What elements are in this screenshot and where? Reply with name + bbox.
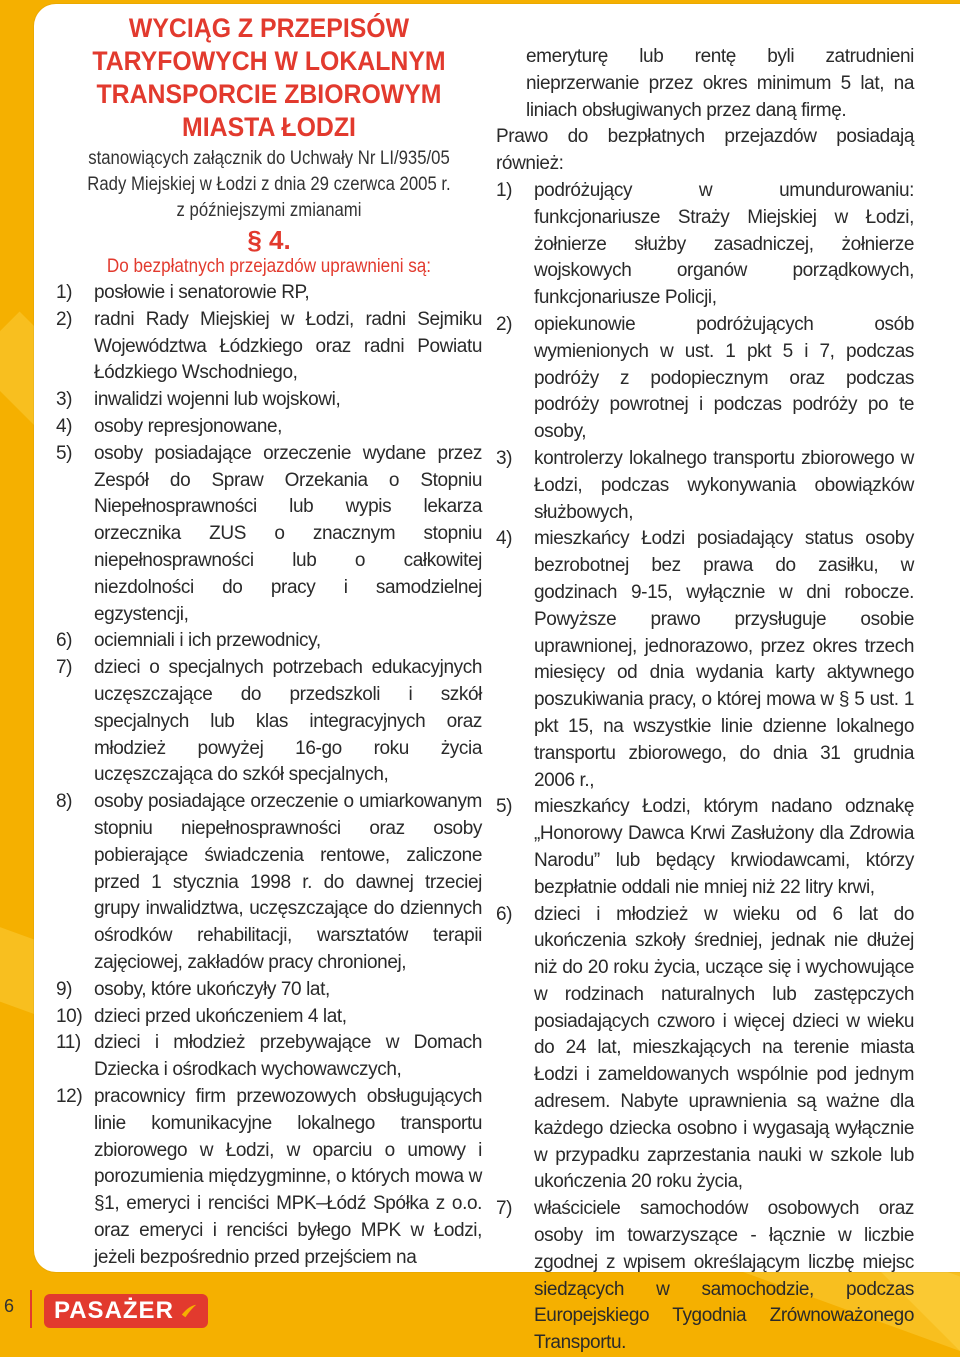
list-item-number: 3) bbox=[56, 389, 73, 411]
list-item bbox=[496, 1196, 914, 1357]
list-item-text: ociemniali i ich przewodnicy, bbox=[94, 630, 321, 652]
list-item-text: pracownicy firm przewozowych obsługujących linie komunikacyjne lokalnego transportu zbiorowego w Łodzi, w oparciu o umowy i porozumienia międzygminne, o których mowa w §1, emeryci i renciści MPK–Łódź Spółka z o.o. oraz emeryci i renciści byłego MPK w Łodzi, jeżeli bezpośrednio przed przejściem na bbox=[94, 1085, 482, 1268]
document-subtitle: stanowiących załącznik do Uchwały Nr LI/935/05 Rady Miejskiej w Łodzi z dnia 29 czerwca 2005 r. z późniejszymi zmianami bbox=[87, 148, 451, 221]
footer-divider bbox=[30, 1290, 32, 1328]
list-item-text: właściciele samochodów osobowych oraz osoby im towarzyszące - łącznie w liczbie zgodnej z wpisem określającym liczbę miejsc siedzących w samochodzie, podczas Europejskiego Tygodnia Zrównoważonego Transportu. bbox=[534, 1198, 914, 1354]
list-item bbox=[496, 446, 914, 526]
list-item-number: 11) bbox=[56, 1032, 81, 1054]
list-item-number: 1) bbox=[56, 282, 73, 303]
list-item-number: 10) bbox=[56, 1005, 83, 1027]
list-item bbox=[56, 1030, 482, 1084]
section-heading: § 4. bbox=[247, 225, 291, 255]
list-item bbox=[496, 178, 914, 312]
list-item-number: 5) bbox=[56, 442, 73, 464]
list-item-text: osoby posiadające orzeczenie wydane przez Zespół do Spraw Orzekania o Stopniu Niepełnosprawności lub wypis lekarza orzecznika ZUS o znacznym stopniu niepełnosprawności lub o całkowitej niezdolności do pracy i samodzielnej egzystencji, bbox=[94, 442, 482, 625]
right-column bbox=[496, 44, 914, 1357]
list-item-text: osoby represjonowane, bbox=[94, 415, 283, 437]
list-item-number: 1) bbox=[496, 179, 513, 201]
list-item-number: 3) bbox=[496, 447, 513, 469]
list-item bbox=[56, 414, 482, 441]
list-item-text: osoby posiadające orzeczenie o umiarkowanym stopniu niepełnosprawności oraz osoby pobierające świadczenia rentowe, zaliczone przed 1 stycznia 1998 r. do dawnej trzeciej grupy inwalidztwa, uczęszczające do dziennych ośrodków rehabilitacji, warsztatów terapii zajęciowej, zakładów pracy chronionej, bbox=[94, 791, 482, 973]
list-item-number: 7) bbox=[496, 1198, 513, 1220]
page-number: 6 bbox=[4, 1296, 15, 1316]
additional-entitlement-list bbox=[496, 178, 914, 1357]
additional-entitlements-intro: Prawo do bezpłatnych przejazdów posiadają również: bbox=[496, 126, 914, 175]
list-item-text: opiekunowie podróżujących osób wymienionych w ust. 1 pkt 5 i 7, podczas podróży z podopiecznym oraz podczas podróży powrotnej i podczas podróży po te osoby, bbox=[534, 313, 914, 443]
left-column bbox=[56, 12, 482, 1271]
list-item bbox=[496, 312, 914, 446]
list-item bbox=[56, 655, 482, 789]
list-item bbox=[56, 628, 482, 655]
list-item bbox=[56, 280, 482, 307]
list-item bbox=[56, 1084, 482, 1272]
list-item bbox=[496, 526, 914, 794]
list-item bbox=[56, 307, 482, 387]
list-item-number: 6) bbox=[56, 630, 73, 652]
swoosh-icon bbox=[180, 1302, 198, 1320]
list-item-text: osoby, które ukończyły 70 lat, bbox=[94, 978, 330, 1000]
list-item bbox=[496, 902, 914, 1197]
list-item bbox=[56, 441, 482, 629]
list-item bbox=[56, 977, 482, 1004]
list-item-text: mieszkańcy Łodzi, którym nadano odznakę „Honorowy Dawca Krwi Zasłużony dla Zdrowia Narodu” lub będący krwiodawcami, którzy bezpłatnie oddali nie mniej niż 22 litry krwi, bbox=[534, 796, 914, 898]
list-item-text: dzieci o specjalnych potrzebach edukacyjnych uczęszczające do przedszkoli i szkół specjalnych lub klas integracyjnych oraz młodzież powyżej 16-go roku życia uczęszczająca do szkół specjalnych, bbox=[94, 657, 482, 786]
list-item-number: 12) bbox=[56, 1085, 83, 1107]
continuation-paragraph: emeryturę lub rentę byli zatrudnieni nieprzerwanie przez okres minimum 5 lat, na liniach obsługiwanych przez daną firmę. bbox=[526, 46, 914, 121]
list-item-text: podróżujący w umundurowaniu: funkcjonariusze Straży Miejskiej w Łodzi, żołnierze służby zasadniczej, żołnierze wojskowych organów porządkowych, funkcjonariusze Policji, bbox=[534, 179, 914, 309]
list-item-number: 4) bbox=[496, 528, 513, 550]
list-item-text: kontrolerzy lokalnego transportu zbiorowego w Łodzi, podczas wykonywania obowiązków służbowych, bbox=[534, 447, 914, 523]
list-item-number: 8) bbox=[56, 791, 73, 813]
list-item-number: 7) bbox=[56, 657, 73, 679]
list-item bbox=[56, 387, 482, 414]
list-item-number: 2) bbox=[496, 313, 513, 335]
list-item-number: 2) bbox=[56, 308, 73, 330]
section-intro: Do bezpłatnych przejazdów uprawnieni są: bbox=[106, 256, 432, 277]
entitlement-list bbox=[56, 280, 482, 1271]
list-item bbox=[56, 1004, 482, 1031]
list-item bbox=[496, 794, 914, 901]
list-item-text: dzieci i młodzież przebywające w Domach Dziecka i ośrodkach wychowawczych, bbox=[94, 1032, 482, 1081]
pasazer-logo bbox=[44, 1294, 208, 1328]
list-item-number: 4) bbox=[56, 415, 73, 437]
list-item-text: dzieci i młodzież w wieku od 6 lat do ukończenia szkoły średniej, jednak nie dłużej niż do 20 roku życia, uczące się i wychowujące w rodzinach naturalnych lub zastępczych posiadających czworo i więcej dzieci w wieku do 24 lat, mieszkających na terenie miasta Łodzi i zameldowanych wspólnie pod jednym adresem. Nabyte uprawnienia są ważne dla każdego dziecka osobno i wygasają wyłącznie w przypadku zaprzestania nauki w szkole lub ukończenia 20 roku życia, bbox=[534, 903, 914, 1193]
list-item bbox=[56, 789, 482, 977]
list-item-text: inwalidzi wojenni lub wojskowi, bbox=[94, 389, 341, 411]
document-title: WYCIĄG Z PRZEPISÓW TARYFOWYCH W LOKALNYM TRANSPORCIE ZBIOROWYM MIASTA ŁODZI bbox=[92, 13, 446, 142]
list-item-text: mieszkańcy Łodzi posiadający status osoby bezrobotnej bez prawa do zasiłku, w godzinach 9-15, wyłącznie w dni robocze. Powyższe prawo przysługuje osobie uprawnionej, jednorazowo, przez okres trzech miesięcy od dnia wydania karty aktywnego poszukiwania pracy, o której mowa w § 5 ust. 1 pkt 15, na wszystkie linie dzienne lokalnego transportu zbiorowego, do dnia 31 grudnia 2006 r., bbox=[534, 528, 914, 791]
list-item-number: 9) bbox=[56, 978, 73, 1000]
list-item-number: 6) bbox=[496, 903, 513, 925]
logo-text: PASAŻER bbox=[54, 1297, 174, 1324]
list-item-text: radni Rady Miejskiej w Łodzi, radni Sejmiku Województwa Łódzkiego oraz radni Powiatu Łódzkiego Wschodniego, bbox=[94, 308, 482, 384]
list-item-number: 5) bbox=[496, 796, 513, 818]
list-item-text: posłowie i senatorowie RP, bbox=[94, 282, 310, 303]
list-item-text: dzieci przed ukończeniem 4 lat, bbox=[94, 1005, 347, 1027]
